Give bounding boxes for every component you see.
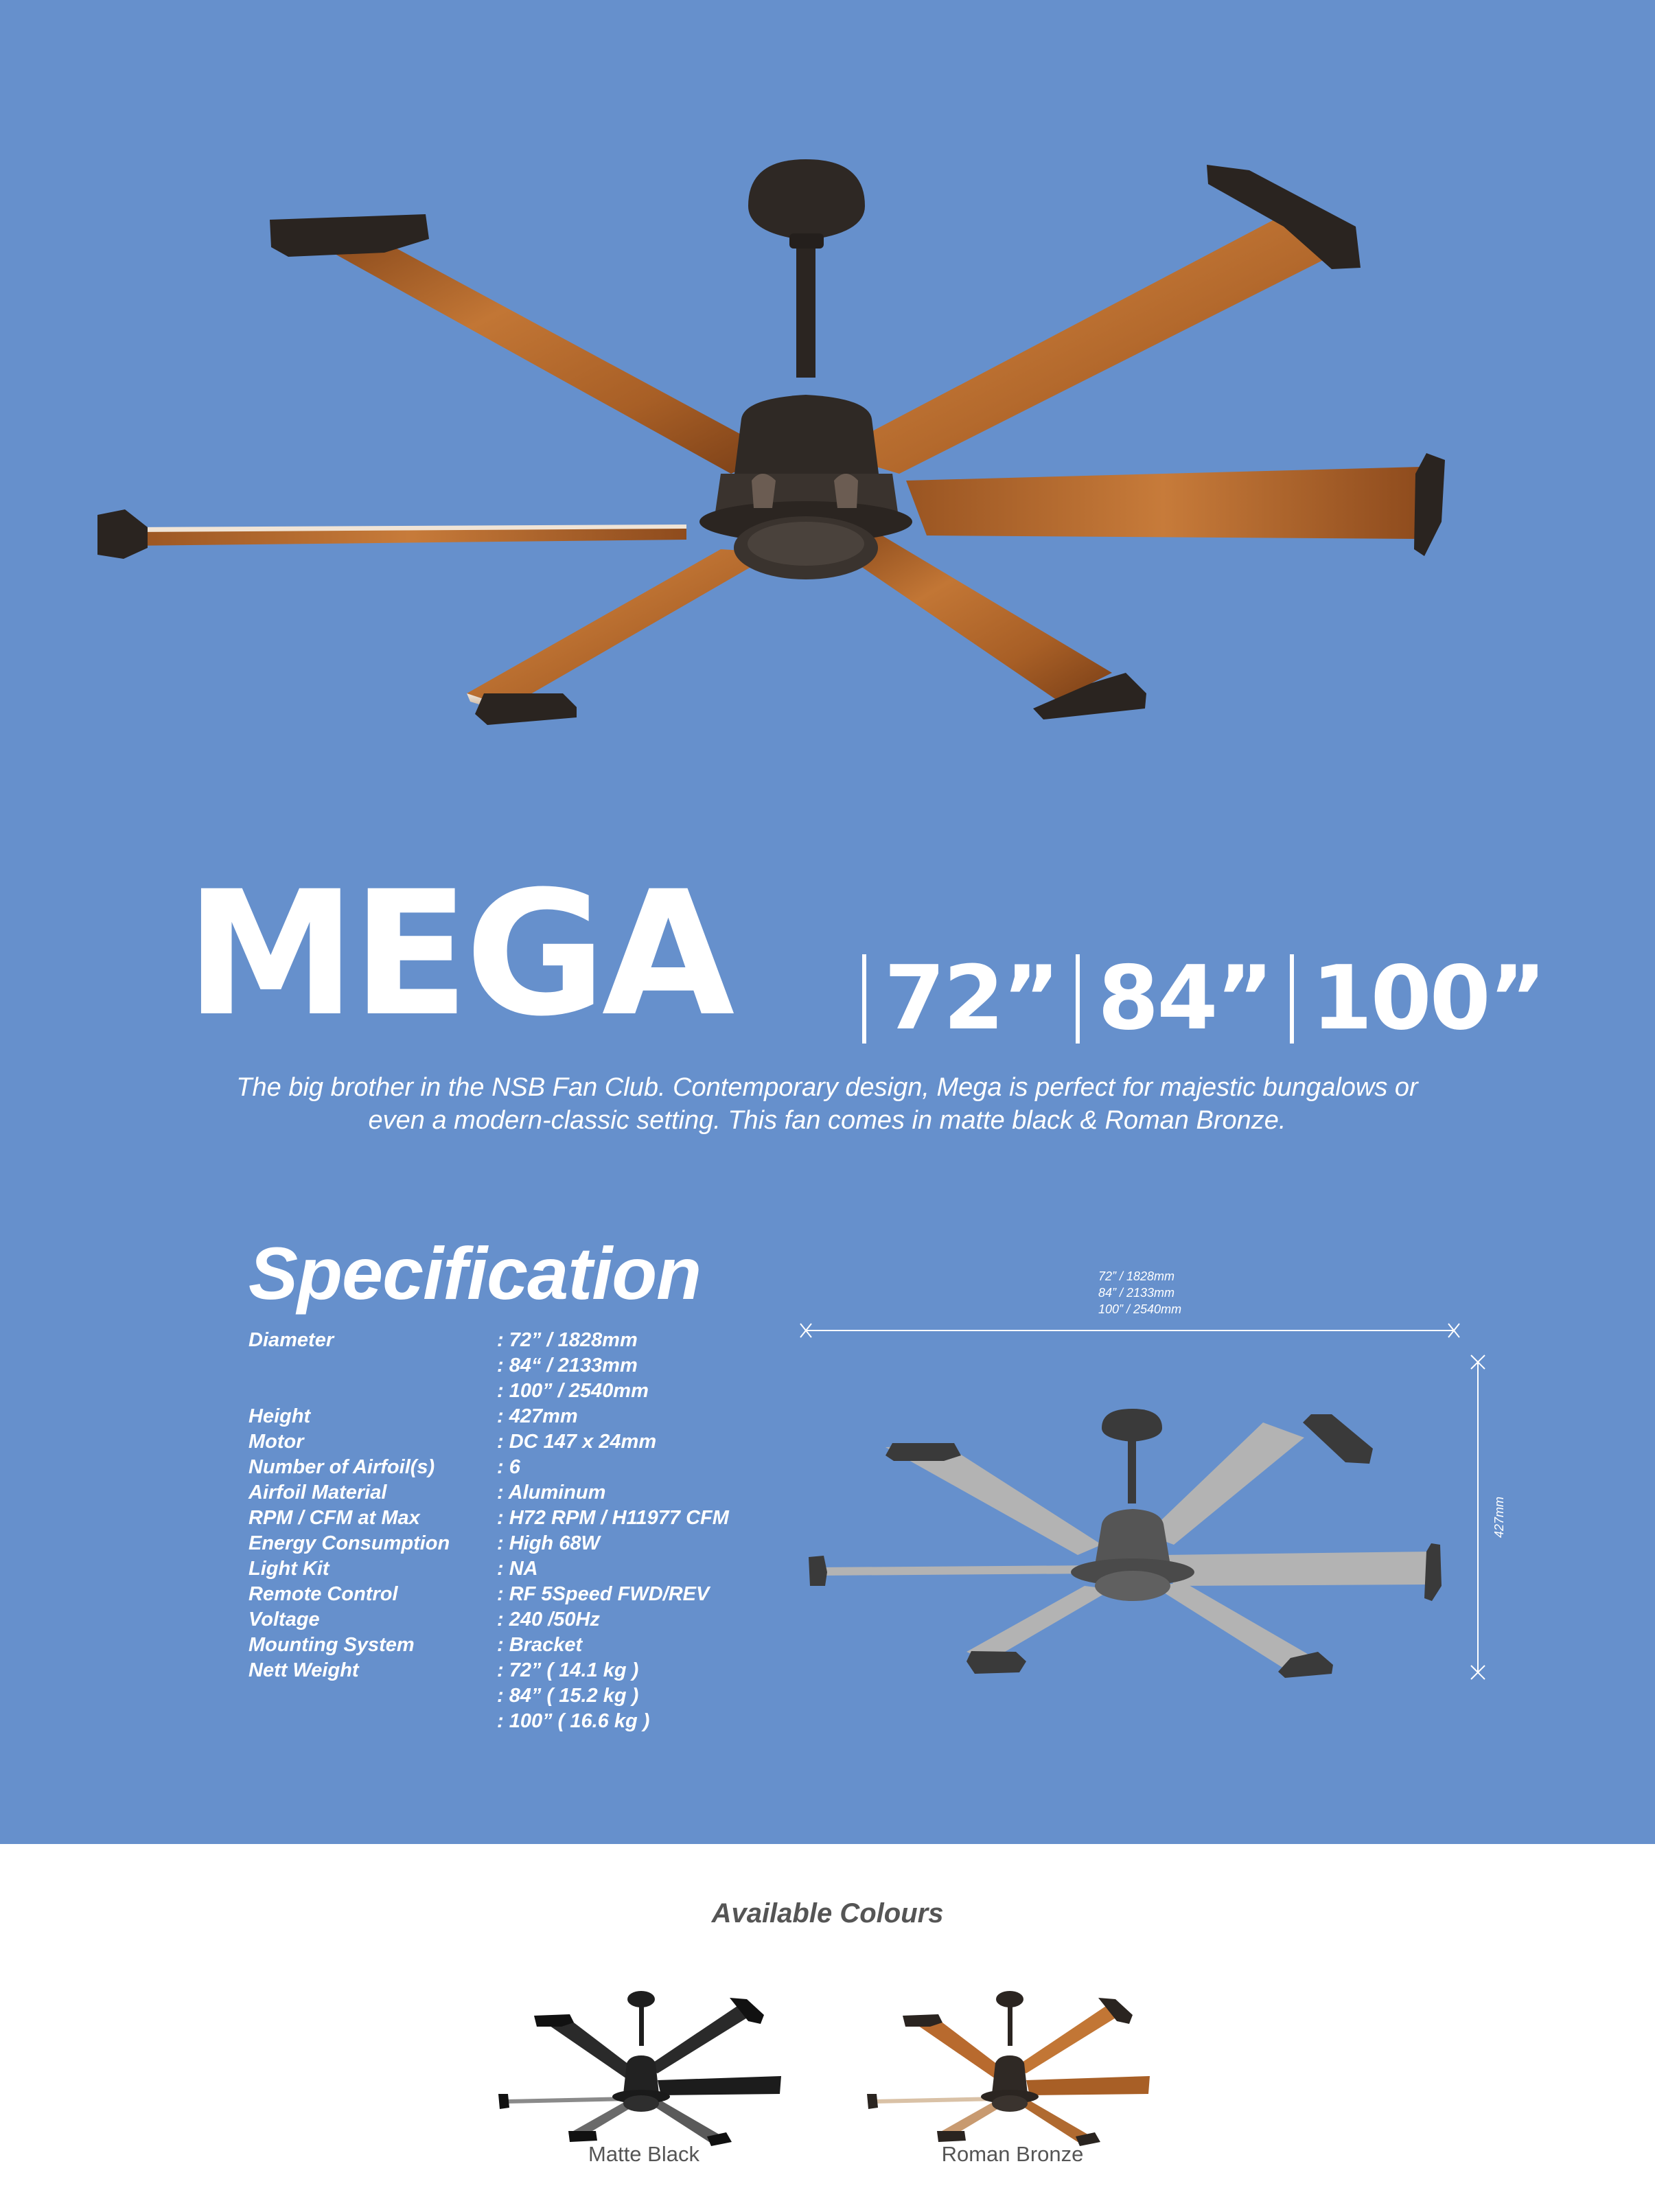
roman-bronze-label: Roman Bronze (941, 2142, 1084, 2166)
spec-value: : DC 147 x 24mm (497, 1431, 657, 1453)
spec-row-mounting (248, 1633, 811, 1658)
matte-black-fan-icon (493, 1984, 795, 2163)
spec-label: Number of Airfoil(s) (248, 1456, 435, 1478)
colour-option-roman-bronze (861, 1984, 1164, 2163)
blade-back-left (270, 214, 776, 474)
spec-row-rpm-cfm (248, 1506, 811, 1531)
spec-value: : 100” / 2540mm (497, 1380, 649, 1402)
size-84: 84” (1098, 947, 1272, 1050)
spec-label: Diameter (248, 1329, 334, 1351)
spec-value: : 6 (497, 1456, 520, 1478)
divider (1076, 954, 1080, 1044)
spec-label: Height (248, 1405, 311, 1427)
height-dimension-line (1471, 1355, 1485, 1679)
spec-value: : 100” ( 16.6 kg ) (497, 1710, 650, 1732)
spec-value: : RF 5Speed FWD/REV (497, 1583, 710, 1605)
blade-left (97, 509, 686, 559)
matte-black-label: Matte Black (588, 2142, 699, 2166)
width-label: 100” / 2540mm (1098, 1302, 1182, 1316)
spec-value: : Aluminum (497, 1482, 606, 1504)
size-list (844, 944, 1544, 1054)
available-colours-title: Available Colours (711, 1898, 944, 1928)
product-tagline: The big brother in the NSB Fan Club. Contemporary design, Mega is perfect for majestic bungalows or even a modern-classic setting. This fan comes in matte black & Roman Bronze. (236, 1073, 1418, 1135)
spec-values (497, 1328, 649, 1404)
spec-label: Light Kit (248, 1558, 329, 1580)
spec-label: Motor (248, 1431, 304, 1453)
size-100: 100” (1311, 947, 1544, 1050)
spec-row-height (248, 1404, 811, 1429)
divider (1290, 954, 1294, 1044)
canopy (748, 159, 865, 240)
fan-photo (82, 151, 1565, 755)
spec-values (497, 1480, 605, 1506)
spec-label: Mounting System (248, 1634, 415, 1656)
spec-values (497, 1556, 538, 1582)
spec-row-motor (248, 1429, 811, 1455)
title-row (185, 855, 1627, 1054)
spec-values (497, 1455, 520, 1480)
spec-values (497, 1607, 600, 1633)
dimension-diagram (789, 1263, 1558, 1689)
width-label: 84” / 2133mm (1098, 1286, 1175, 1300)
spec-value: : 240 /50Hz (497, 1609, 600, 1631)
blade-front-left (467, 549, 776, 725)
spec-values (497, 1531, 600, 1556)
width-dimension-line (800, 1324, 1459, 1337)
blade-right (906, 453, 1445, 556)
spec-values (497, 1506, 729, 1531)
spec-value: : Bracket (497, 1634, 583, 1656)
spec-value: : 427mm (497, 1405, 578, 1427)
roman-bronze-fan-icon (861, 1984, 1164, 2163)
downrod (796, 227, 815, 378)
spec-label: Airfoil Material (248, 1482, 387, 1504)
blade-front-right (831, 535, 1146, 719)
spec-label: Nett Weight (248, 1659, 359, 1681)
spec-value: : NA (497, 1558, 538, 1580)
colour-option-matte-black (493, 1984, 795, 2163)
spec-value: : 84” ( 15.2 kg ) (497, 1685, 639, 1707)
spec-value: : 84“ / 2133mm (497, 1355, 638, 1376)
spec-value: : 72” ( 14.1 kg ) (497, 1659, 639, 1681)
spec-label: Remote Control (248, 1583, 398, 1605)
divider (862, 954, 866, 1044)
spec-values (497, 1429, 656, 1455)
width-label: 72” / 1828mm (1098, 1269, 1175, 1283)
spec-value: : H72 RPM / H11977 CFM (497, 1507, 729, 1529)
diagram-fan (809, 1409, 1442, 1678)
spec-values (497, 1633, 582, 1658)
spec-value: : 72” / 1828mm (497, 1329, 638, 1351)
spec-label: Energy Consumption (248, 1532, 450, 1554)
spec-label: Voltage (248, 1609, 320, 1631)
spec-row-light-kit (248, 1556, 811, 1582)
spec-row-weight (248, 1658, 811, 1734)
spec-row-energy (248, 1531, 811, 1556)
specification-table (248, 1328, 811, 1734)
spec-row-airfoils (248, 1455, 811, 1480)
spec-row-remote (248, 1582, 811, 1607)
spec-label: RPM / CFM at Max (248, 1507, 420, 1529)
specification-title: Specification (248, 1232, 702, 1315)
spec-values (497, 1658, 649, 1734)
product-name: MEGA (185, 854, 731, 1054)
spec-row-diameter (248, 1328, 811, 1404)
spec-values (497, 1582, 709, 1607)
spec-values (497, 1404, 578, 1429)
spec-row-airfoil-material (248, 1480, 811, 1506)
spec-row-voltage (248, 1607, 811, 1633)
size-72: 72” (884, 947, 1058, 1050)
blade-back-right (831, 165, 1361, 474)
spec-value: : High 68W (497, 1532, 600, 1554)
height-label: 427mm (1492, 1496, 1506, 1538)
